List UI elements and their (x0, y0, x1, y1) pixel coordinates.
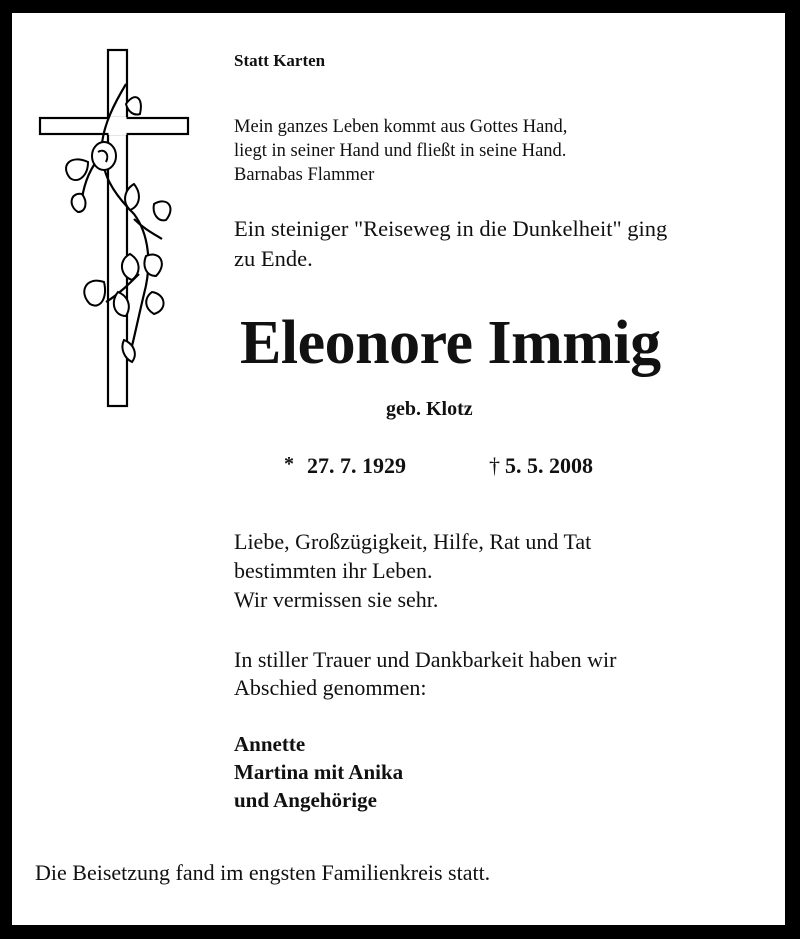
poem-line: liegt in seiner Hand und fließt in seine Hand. (234, 141, 567, 161)
poem-author: Barnabas Flammer (234, 165, 375, 185)
maiden-name: geb. Klotz (386, 398, 473, 420)
death-date: 5. 5. 2008 (505, 453, 593, 478)
birth-date: 27. 7. 1929 (307, 453, 406, 478)
tribute-line: Wir vermissen sie sehr. (234, 587, 439, 612)
birth-star-icon: * (284, 453, 294, 475)
mourner-name: Annette (234, 732, 306, 756)
farewell-line: Abschied genommen: (234, 675, 427, 700)
dagger-icon: † (489, 453, 500, 478)
farewell-line: In stiller Trauer und Dankbarkeit haben wir (234, 647, 617, 672)
mourner-name: und Angehörige (234, 788, 377, 812)
poem-line: Mein ganzes Leben kommt aus Gottes Hand, (234, 117, 568, 137)
intro-line: Ein steiniger "Reiseweg in die Dunkelheit" ging (234, 216, 668, 241)
deceased-name: Eleonore Immig (240, 309, 661, 377)
mourner-name: Martina mit Anika (234, 760, 404, 784)
statt-karten-label: Statt Karten (234, 51, 326, 70)
tribute-line: Liebe, Großzügigkeit, Hilfe, Rat und Tat (234, 529, 592, 554)
tribute-line: bestimmten ihr Leben. (234, 558, 433, 583)
burial-note: Die Beisetzung fand im engsten Familienkreis statt. (35, 860, 491, 885)
intro-line: zu Ende. (234, 246, 313, 271)
cross-with-rose-icon (34, 44, 194, 414)
